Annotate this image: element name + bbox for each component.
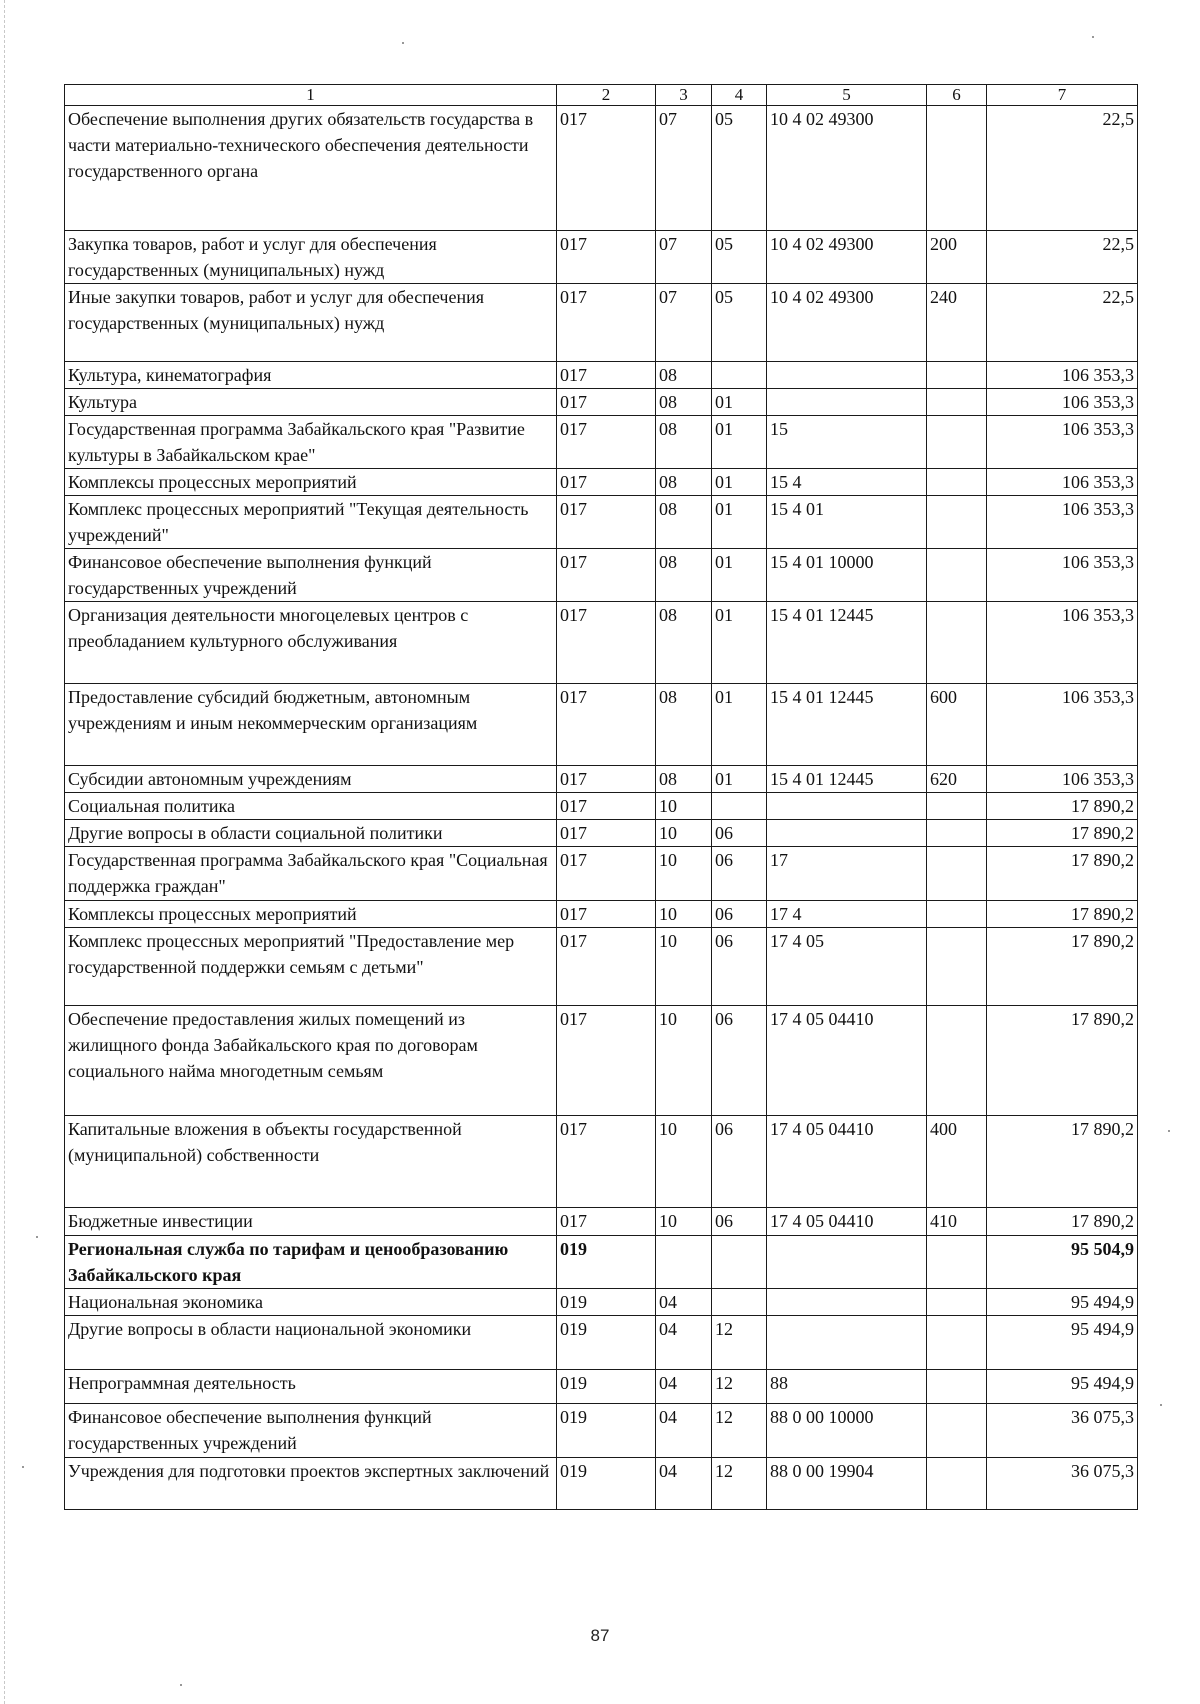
table-row [65, 496, 1138, 549]
row-subsection [712, 1289, 767, 1316]
row-name: Государственная программа Забайкальского края "Социальная поддержка граждан" [65, 847, 557, 901]
row-section: 04 [656, 1370, 712, 1404]
row-name: Бюджетные инвестиции [65, 1208, 557, 1236]
row-target-article: 15 4 01 10000 [767, 549, 927, 602]
row-amount: 95 494,9 [987, 1316, 1138, 1370]
row-name: Предоставление субсидий бюджетным, автономным учреждениям и иным некоммерческим организациям [65, 684, 557, 766]
row-admin-code: 017 [557, 416, 656, 469]
header-col-1: 1 [65, 85, 557, 106]
row-amount: 17 890,2 [987, 1006, 1138, 1116]
row-expense-type [927, 106, 987, 231]
row-subsection [712, 362, 767, 389]
row-target-article [767, 793, 927, 820]
scan-speck [402, 42, 404, 44]
row-amount: 106 353,3 [987, 602, 1138, 684]
row-name: Комплекс процессных мероприятий "Текущая деятельность учреждений" [65, 496, 557, 549]
row-amount: 106 353,3 [987, 469, 1138, 496]
scan-speck [1092, 36, 1094, 38]
row-section: 08 [656, 496, 712, 549]
row-subsection: 05 [712, 284, 767, 362]
row-admin-code: 019 [557, 1370, 656, 1404]
row-section: 08 [656, 469, 712, 496]
row-target-article: 17 [767, 847, 927, 901]
row-section: 08 [656, 416, 712, 469]
table-row [65, 793, 1138, 820]
row-amount: 106 353,3 [987, 362, 1138, 389]
row-subsection [712, 1236, 767, 1289]
row-section: 08 [656, 602, 712, 684]
row-section: 10 [656, 1116, 712, 1208]
row-name: Организация деятельности многоцелевых центров с преобладанием культурного обслуживания [65, 602, 557, 684]
row-subsection: 06 [712, 901, 767, 928]
row-name: Комплекс процессных мероприятий "Предоставление мер государственной поддержки семьям с детьми" [65, 928, 557, 1006]
table-row [65, 1208, 1138, 1236]
row-section [656, 1236, 712, 1289]
row-subsection: 12 [712, 1404, 767, 1458]
row-expense-type [927, 362, 987, 389]
row-target-article [767, 1236, 927, 1289]
row-subsection: 01 [712, 602, 767, 684]
table-row [65, 820, 1138, 847]
row-amount: 106 353,3 [987, 416, 1138, 469]
row-amount: 106 353,3 [987, 496, 1138, 549]
row-name: Другие вопросы в области социальной политики [65, 820, 557, 847]
row-expense-type [927, 549, 987, 602]
row-subsection: 01 [712, 766, 767, 793]
row-name: Комплексы процессных мероприятий [65, 469, 557, 496]
scan-edge-line [4, 0, 5, 1704]
row-admin-code: 017 [557, 496, 656, 549]
row-admin-code: 019 [557, 1236, 656, 1289]
table-row [65, 1236, 1138, 1289]
table-row [65, 389, 1138, 416]
row-amount: 17 890,2 [987, 820, 1138, 847]
row-subsection: 01 [712, 549, 767, 602]
row-name: Национальная экономика [65, 1289, 557, 1316]
row-admin-code: 017 [557, 928, 656, 1006]
row-section: 04 [656, 1289, 712, 1316]
row-admin-code: 017 [557, 847, 656, 901]
row-section: 10 [656, 928, 712, 1006]
row-admin-code: 017 [557, 284, 656, 362]
row-expense-type: 410 [927, 1208, 987, 1236]
row-subsection: 01 [712, 416, 767, 469]
table-row [65, 469, 1138, 496]
header-col-3: 3 [656, 85, 712, 106]
row-target-article: 15 4 01 12445 [767, 684, 927, 766]
table-header-row [65, 85, 1138, 106]
row-amount: 36 075,3 [987, 1404, 1138, 1458]
row-amount: 17 890,2 [987, 847, 1138, 901]
row-subsection: 06 [712, 820, 767, 847]
row-expense-type [927, 1404, 987, 1458]
row-section: 07 [656, 284, 712, 362]
row-expense-type [927, 389, 987, 416]
table-row [65, 362, 1138, 389]
row-amount: 106 353,3 [987, 549, 1138, 602]
row-name: Культура [65, 389, 557, 416]
header-col-6: 6 [927, 85, 987, 106]
row-section: 08 [656, 684, 712, 766]
row-section: 08 [656, 766, 712, 793]
table-row [65, 1458, 1138, 1510]
row-admin-code: 017 [557, 766, 656, 793]
row-target-article: 17 4 [767, 901, 927, 928]
row-expense-type [927, 1236, 987, 1289]
row-subsection: 06 [712, 1006, 767, 1116]
row-section: 04 [656, 1404, 712, 1458]
scan-speck [22, 1466, 24, 1468]
row-expense-type: 400 [927, 1116, 987, 1208]
table-row [65, 847, 1138, 901]
row-expense-type: 620 [927, 766, 987, 793]
table-row [65, 1006, 1138, 1116]
row-admin-code: 019 [557, 1289, 656, 1316]
row-admin-code: 017 [557, 389, 656, 416]
row-expense-type: 200 [927, 231, 987, 284]
row-amount: 106 353,3 [987, 684, 1138, 766]
row-name: Обеспечение предоставления жилых помещений из жилищного фонда Забайкальского края по договорам социального найма многодетным семьям [65, 1006, 557, 1116]
row-admin-code: 017 [557, 549, 656, 602]
row-target-article [767, 820, 927, 847]
scan-speck [1168, 1130, 1170, 1132]
page-number: 87 [590, 1626, 610, 1645]
budget-table [64, 84, 1138, 1510]
row-admin-code: 017 [557, 231, 656, 284]
table-row [65, 1289, 1138, 1316]
row-section: 08 [656, 362, 712, 389]
row-name: Финансовое обеспечение выполнения функций государственных учреждений [65, 1404, 557, 1458]
row-expense-type [927, 602, 987, 684]
row-amount: 106 353,3 [987, 766, 1138, 793]
row-subsection: 12 [712, 1370, 767, 1404]
row-expense-type [927, 1316, 987, 1370]
row-name: Иные закупки товаров, работ и услуг для обеспечения государственных (муниципальных) нужд [65, 284, 557, 362]
row-subsection [712, 793, 767, 820]
row-expense-type [927, 1458, 987, 1510]
row-target-article [767, 389, 927, 416]
row-subsection: 01 [712, 389, 767, 416]
table-row [65, 549, 1138, 602]
table-row [65, 231, 1138, 284]
row-name: Другие вопросы в области национальной экономики [65, 1316, 557, 1370]
row-amount: 106 353,3 [987, 389, 1138, 416]
row-admin-code: 017 [557, 793, 656, 820]
row-name: Комплексы процессных мероприятий [65, 901, 557, 928]
row-target-article: 88 0 00 19904 [767, 1458, 927, 1510]
row-subsection: 12 [712, 1316, 767, 1370]
row-expense-type [927, 1006, 987, 1116]
row-name: Финансовое обеспечение выполнения функций государственных учреждений [65, 549, 557, 602]
row-subsection: 01 [712, 684, 767, 766]
row-amount: 22,5 [987, 106, 1138, 231]
row-section: 08 [656, 389, 712, 416]
row-name: Капитальные вложения в объекты государственной (муниципальной) собственности [65, 1116, 557, 1208]
row-name: Социальная политика [65, 793, 557, 820]
row-section: 10 [656, 793, 712, 820]
row-subsection: 01 [712, 469, 767, 496]
row-admin-code: 017 [557, 1208, 656, 1236]
row-amount: 22,5 [987, 284, 1138, 362]
row-subsection: 05 [712, 231, 767, 284]
row-amount: 22,5 [987, 231, 1138, 284]
row-amount: 17 890,2 [987, 928, 1138, 1006]
row-section: 07 [656, 231, 712, 284]
row-target-article: 17 4 05 04410 [767, 1116, 927, 1208]
row-admin-code: 017 [557, 684, 656, 766]
row-amount: 36 075,3 [987, 1458, 1138, 1510]
row-expense-type [927, 416, 987, 469]
row-target-article: 15 4 01 [767, 496, 927, 549]
row-amount: 17 890,2 [987, 901, 1138, 928]
row-target-article: 10 4 02 49300 [767, 231, 927, 284]
row-subsection: 06 [712, 928, 767, 1006]
table-row [65, 1404, 1138, 1458]
row-name: Культура, кинематография [65, 362, 557, 389]
row-target-article: 10 4 02 49300 [767, 284, 927, 362]
table-row [65, 928, 1138, 1006]
row-expense-type [927, 1289, 987, 1316]
row-name: Региональная служба по тарифам и ценообразованию Забайкальского края [65, 1236, 557, 1289]
row-admin-code: 017 [557, 820, 656, 847]
row-amount: 95 494,9 [987, 1370, 1138, 1404]
row-admin-code: 017 [557, 469, 656, 496]
row-admin-code: 017 [557, 362, 656, 389]
row-expense-type [927, 496, 987, 549]
row-admin-code: 017 [557, 901, 656, 928]
row-target-article: 88 0 00 10000 [767, 1404, 927, 1458]
row-expense-type [927, 469, 987, 496]
table-row [65, 602, 1138, 684]
table-row [65, 1316, 1138, 1370]
row-name: Закупка товаров, работ и услуг для обеспечения государственных (муниципальных) нужд [65, 231, 557, 284]
row-expense-type [927, 901, 987, 928]
row-target-article: 10 4 02 49300 [767, 106, 927, 231]
table-row [65, 766, 1138, 793]
row-expense-type [927, 1370, 987, 1404]
row-name: Непрограммная деятельность [65, 1370, 557, 1404]
row-target-article: 17 4 05 04410 [767, 1208, 927, 1236]
table-row [65, 106, 1138, 231]
table-row [65, 684, 1138, 766]
row-subsection: 01 [712, 496, 767, 549]
row-section: 10 [656, 820, 712, 847]
row-expense-type [927, 928, 987, 1006]
row-subsection: 06 [712, 1116, 767, 1208]
row-section: 10 [656, 1006, 712, 1116]
row-amount: 95 494,9 [987, 1289, 1138, 1316]
row-admin-code: 019 [557, 1458, 656, 1510]
row-subsection: 05 [712, 106, 767, 231]
scan-speck [1160, 1404, 1162, 1406]
header-col-2: 2 [557, 85, 656, 106]
row-expense-type [927, 847, 987, 901]
row-target-article [767, 1316, 927, 1370]
row-expense-type [927, 793, 987, 820]
header-col-5: 5 [767, 85, 927, 106]
row-section: 04 [656, 1316, 712, 1370]
row-amount: 17 890,2 [987, 1208, 1138, 1236]
row-target-article: 17 4 05 [767, 928, 927, 1006]
row-target-article: 15 4 01 12445 [767, 602, 927, 684]
row-target-article: 17 4 05 04410 [767, 1006, 927, 1116]
row-target-article [767, 362, 927, 389]
row-section: 10 [656, 847, 712, 901]
row-admin-code: 019 [557, 1316, 656, 1370]
header-col-4: 4 [712, 85, 767, 106]
row-target-article: 88 [767, 1370, 927, 1404]
row-admin-code: 017 [557, 602, 656, 684]
row-target-article [767, 1289, 927, 1316]
scan-speck [36, 1236, 38, 1238]
row-expense-type [927, 820, 987, 847]
row-subsection: 12 [712, 1458, 767, 1510]
row-section: 10 [656, 901, 712, 928]
table-row [65, 284, 1138, 362]
table-row [65, 901, 1138, 928]
row-name: Обеспечение выполнения других обязательств государства в части материально-технического обеспечения деятельности государственного органа [65, 106, 557, 231]
row-name: Государственная программа Забайкальского края "Развитие культуры в Забайкальском крае" [65, 416, 557, 469]
header-col-7: 7 [987, 85, 1138, 106]
table-body [65, 106, 1138, 1510]
row-name: Субсидии автономным учреждениям [65, 766, 557, 793]
row-expense-type: 240 [927, 284, 987, 362]
row-section: 07 [656, 106, 712, 231]
row-amount: 95 504,9 [987, 1236, 1138, 1289]
row-admin-code: 017 [557, 106, 656, 231]
row-amount: 17 890,2 [987, 793, 1138, 820]
row-admin-code: 017 [557, 1006, 656, 1116]
row-target-article: 15 4 01 12445 [767, 766, 927, 793]
table-row [65, 1116, 1138, 1208]
row-target-article: 15 4 [767, 469, 927, 496]
row-section: 08 [656, 549, 712, 602]
table-row [65, 416, 1138, 469]
row-admin-code: 019 [557, 1404, 656, 1458]
row-section: 10 [656, 1208, 712, 1236]
row-subsection: 06 [712, 1208, 767, 1236]
row-target-article: 15 [767, 416, 927, 469]
row-expense-type: 600 [927, 684, 987, 766]
row-name: Учреждения для подготовки проектов экспертных заключений [65, 1458, 557, 1510]
row-section: 04 [656, 1458, 712, 1510]
row-subsection: 06 [712, 847, 767, 901]
row-amount: 17 890,2 [987, 1116, 1138, 1208]
table-row [65, 1370, 1138, 1404]
row-admin-code: 017 [557, 1116, 656, 1208]
scan-speck [180, 1684, 182, 1686]
